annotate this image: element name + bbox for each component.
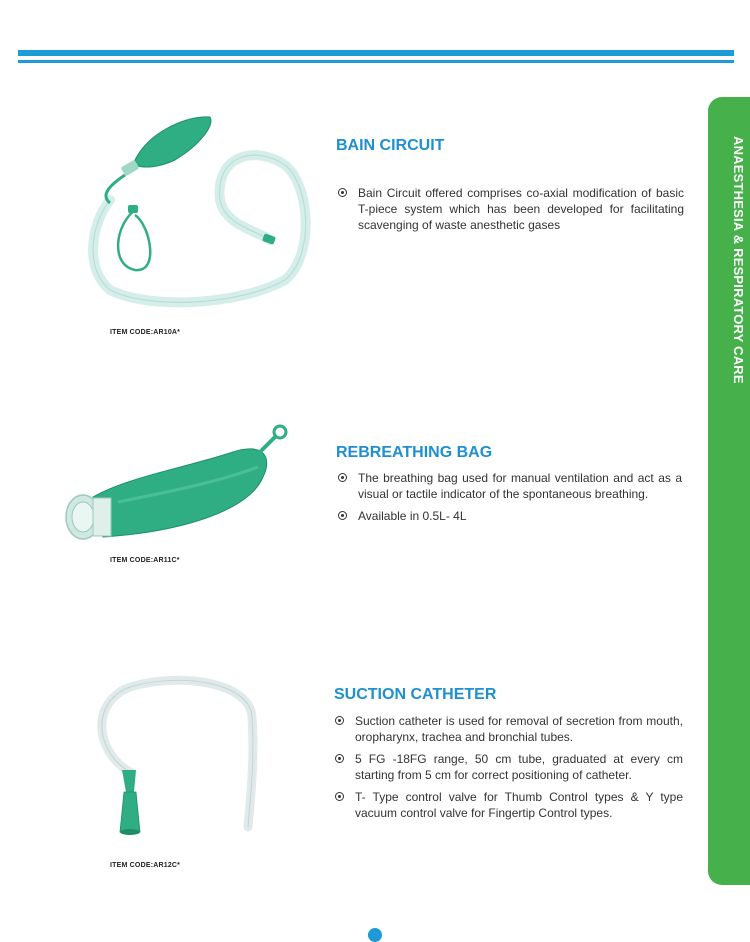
suction-catheter-bullets [335,713,683,827]
bullet-item [338,470,682,502]
page-marker-dot [368,928,382,942]
bullet-text: T- Type control valve for Thumb Control types & Y type vacuum control valve for Fingertip Control types. [355,790,683,820]
rebreathing-bag-bullets [338,470,682,530]
suction-catheter-image [90,672,270,847]
title-bain-circuit: BAIN CIRCUIT [336,137,445,154]
bullet-icon [335,716,344,725]
bullet-icon [335,792,344,801]
bullet-item [335,713,683,745]
bain-circuit-bullets [338,185,684,239]
item-code-rebreathing-bag: ITEM CODE:AR11C* [110,557,180,564]
bullet-icon [338,511,347,520]
title-rebreathing-bag: REBREATHING BAG [336,444,493,461]
item-code-bain-circuit: ITEM CODE:AR10A* [110,329,181,336]
bullet-text: Available in 0.5L- 4L [358,509,467,523]
rebreathing-bag-image [58,422,298,552]
bullet-text: Bain Circuit offered comprises co-axial modification of basic T-piece system which has been developed for facilitating scavenging of waste anesthetic gases [358,186,684,232]
bullet-text: The breathing bag used for manual ventilation and act as a visual or tactile indicator of the spontaneous breathing. [358,471,682,501]
bullet-icon [338,473,347,482]
bullet-text: 5 FG -18FG range, 50 cm tube, graduated at every cm starting from 5 cm for correct positioning of catheter. [355,752,683,782]
bullet-text: Suction catheter is used for removal of secretion from mouth, oropharynx, trachea and bronchial tubes. [355,714,683,744]
bullet-item [335,751,683,783]
bullet-item [335,789,683,821]
bain-circuit-image [80,105,320,315]
header-rule-thin [18,60,734,63]
item-code-suction-catheter: ITEM CODE:AR12C* [110,862,181,869]
bullet-item [338,508,682,524]
bullet-icon [335,754,344,763]
header-rule-thick [18,50,734,56]
title-suction-catheter: SUCTION CATHETER [334,686,497,703]
side-tab-label: ANAESTHESIA & RESPIRATORY CARE [731,136,746,384]
bullet-item [338,185,684,233]
bullet-icon [338,188,347,197]
